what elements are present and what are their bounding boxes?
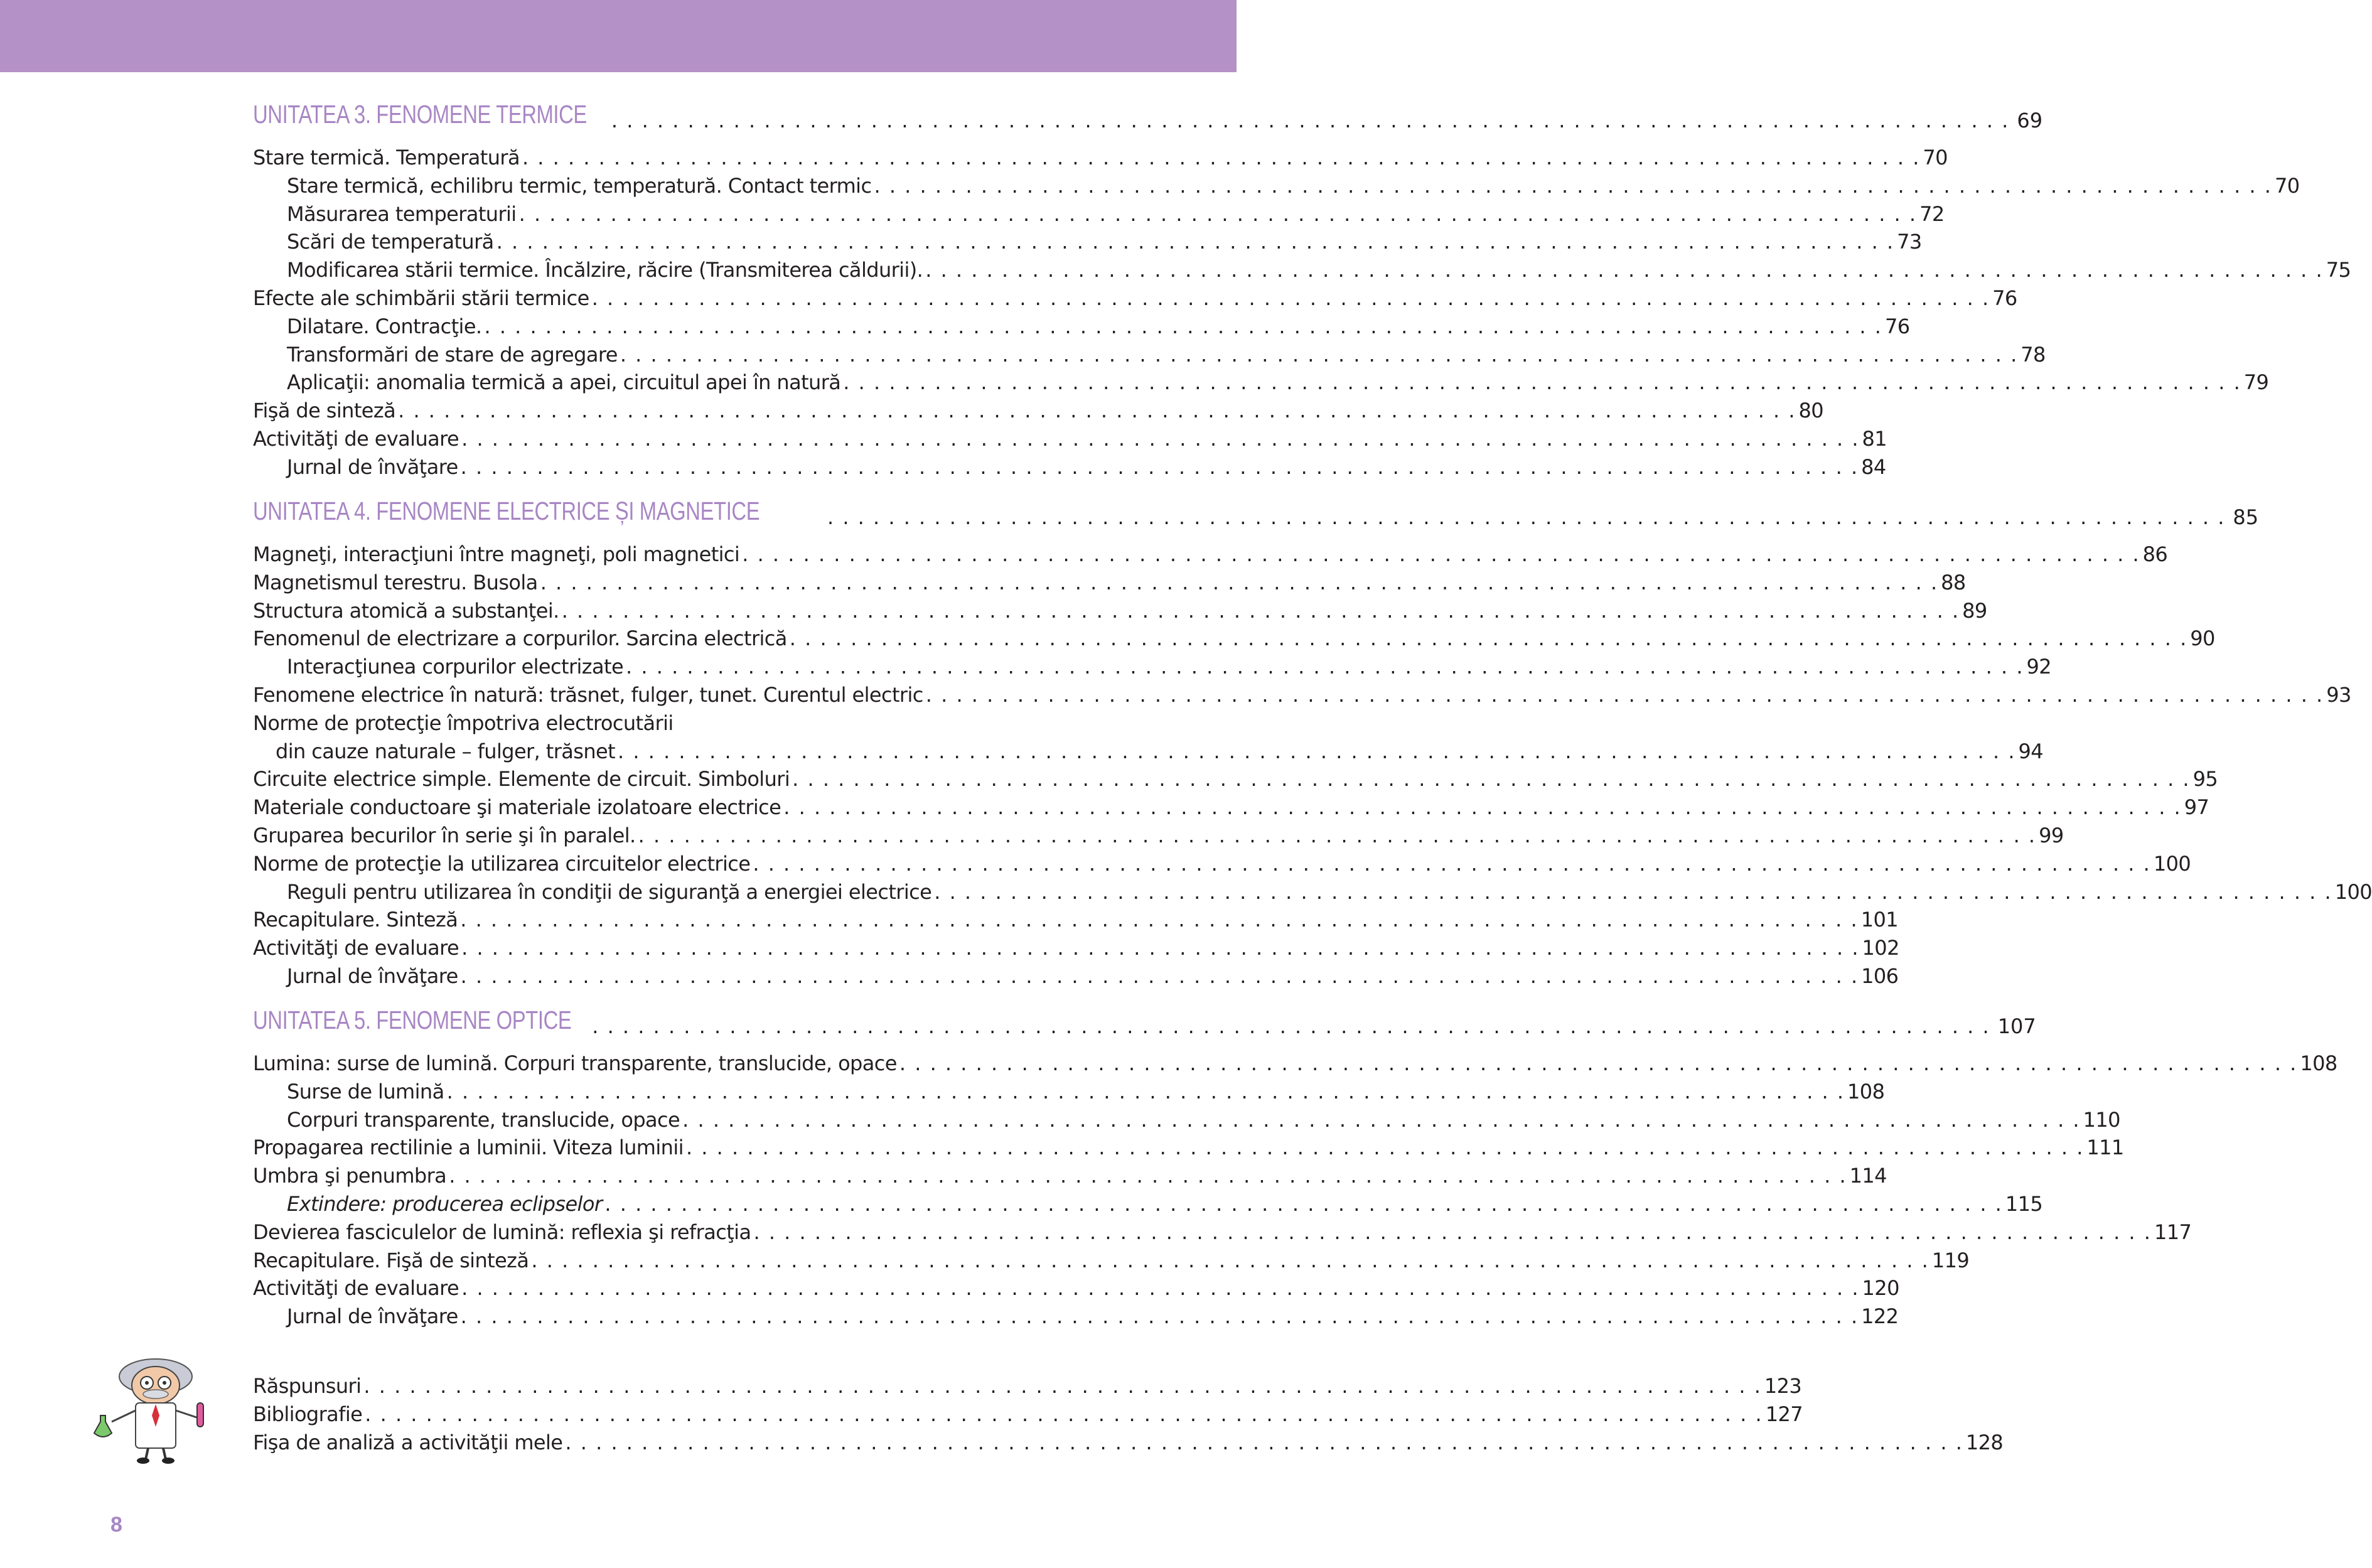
dot-leader: . . . . . . . . . . . . . . . . . . . . . . . . . . . . . . . . . . . . . . . . . . . . . . . . . . . . . . . . . . . . . . . . . . . . . . . . . . . . . . . . . . . . . . . . . . . . xyxy=(620,342,2019,367)
toc-entry-label: Fişa de analiză a activităţii mele xyxy=(253,1430,563,1454)
toc-entry-label: Propagarea rectilinie a luminii. Viteza luminii xyxy=(253,1136,684,1160)
dot-leader: . . . . . . . . . . . . . . . . . . . . . . . . . . . . . . . . . . . . . . . . . . . . . . . . . . . . . . . . . . . . . . . . . . . . . . . . . . . . . . . . . . . . . . . . . . . . xyxy=(934,879,2332,904)
toc-page-number: 73 xyxy=(1897,230,1922,254)
scientist-illustration xyxy=(87,1353,231,1466)
toc-subentry xyxy=(253,1078,1885,1106)
dot-leader: . . . . . . . . . . . . . . . . . . . . . . . . . . . . . . . . . . . . . . . . . . . . . . . . . . . . . . . . . . . . . . . . . . . . . . . . . . . . . . . . . . . . . . . . . . . . xyxy=(446,1079,1845,1104)
unit-page-number: 85 xyxy=(2233,505,2259,529)
toc-page-number: 119 xyxy=(1931,1248,1970,1272)
toc-page-number: 80 xyxy=(1798,399,1824,423)
toc-page-number: 120 xyxy=(1862,1276,1899,1301)
dot-leader: . . . . . . . . . . . . . . . . . . . . . . . . . . . . . . . . . . . . . . . . . . . . . . . . . . . . . . . . . . . . . . . . . . . . . . . . . . . . . . . . . . . . . . . . . . . . xyxy=(460,454,1859,479)
toc-entry-label: Reguli pentru utilizarea în condiţii de siguranţă a energiei electrice xyxy=(287,879,932,904)
toc-entry xyxy=(253,425,1887,453)
dot-leader: . . . . . . . . . . . . . . . . . . . . . . . . . . . . . . . . . . . . . . . . . . . . . . . . . . . . . . . . . . . . . . . . . . . . . . . . . . . . . . . . . . . . . . . . . . . . xyxy=(561,598,1960,623)
toc-page-number: 70 xyxy=(2274,173,2300,198)
toc-page-number: 111 xyxy=(2086,1136,2124,1160)
toc-page-number: 115 xyxy=(2005,1192,2043,1216)
dot-leader: . . . . . . . . . . . . . . . . . . . . . . . . . . . . . . . . . . . . . . . . . . . . . . . . . . . . . . . . . . . . . . . . . . . . . . . . . . . . . . . . . . . . . . . . . . . . xyxy=(925,258,2324,282)
toc-page-number: 79 xyxy=(2243,370,2269,395)
toc-entry xyxy=(253,681,2351,709)
toc-subentry xyxy=(253,962,1899,991)
dot-leader: . . . . . . . . . . . . . . . . . . . . . . . . . . . . . . . . . . . . . . . . . . . . . . . . . . . . . . . . . . . . . . . . . . . . . . . . . . . . . . . . . . . . . . . . . . . . xyxy=(461,1276,1860,1301)
toc-page-number: 127 xyxy=(1765,1402,1803,1426)
toc-entry xyxy=(253,1218,2192,1247)
toc-entry xyxy=(253,822,2064,850)
toc-entry-label: Bibliografie xyxy=(253,1402,363,1426)
toc-subentry xyxy=(253,1302,1899,1331)
toc-entry xyxy=(253,1134,2124,1162)
toc-entry xyxy=(253,1372,1802,1400)
toc-entry xyxy=(253,850,2191,878)
toc-entry-label: Fenomene electrice în natură: trăsnet, fulger, tunet. Curentul electric xyxy=(253,683,923,707)
dot-leader: . . . . . . . . . . . . . . . . . . . . . . . . . . . . . . . . . . . . . . . . . . . . . . . . . . . . . . . . . . . . . . . . . . . . . . . . . . . . . . . . . . . . . . . . . . . . xyxy=(682,1107,2081,1132)
toc-entry-label: Recapitulare. Sinteză xyxy=(253,908,458,932)
toc-subentry xyxy=(253,313,1910,341)
toc-entry-label: Efecte ale schimbării stării termice xyxy=(253,286,589,310)
dot-leader: . . . . . . . . . . . . . . . . . . . . . . . . . . . . . . . . . . . . . . . . . . . . . . . . . . . . . . . . . . . . . . . . . . . . . . . . . . . . . . . . . . . . . . . . . . . . xyxy=(753,1220,2152,1244)
toc-entry xyxy=(253,144,1948,172)
toc-page-number: 75 xyxy=(2326,258,2351,282)
dot-leader: . . . . . . . . . . . . . . . . . . . . . . . . . . . . . . . . . . . . . . . . . . . . . . . . . . . . . . . . . . . . . . . . . . . . . . . . . . . . . . . . . . . . . . . . . . . . xyxy=(753,851,2151,876)
toc-page-number: 108 xyxy=(2300,1051,2337,1075)
toc-entry-label: Modificarea stării termice. Încălzire, răcire (Transmiterea căldurii). xyxy=(287,258,923,282)
toc-page-number: 78 xyxy=(2020,342,2046,367)
toc-subentry xyxy=(253,368,2269,397)
toc-subentry xyxy=(253,1106,2120,1134)
toc-entry-label: Transformări de stare de agregare xyxy=(287,342,618,367)
toc-entry xyxy=(253,765,2218,793)
dot-leader: . . . . . . . . . . . . . . . . . . . . . . . . . . . . . . . . . . . . . . . . . . . . . . . . . . . . . . . . . . . . . . . . . . . . . . . . . . . . . . . . . . . . . . . . . . . . xyxy=(792,767,2191,792)
toc-entry-label: Măsurarea temperaturii xyxy=(287,201,517,226)
unit-title: UNITATEA 5. FENOMENE OPTICE xyxy=(253,1006,572,1034)
dot-leader: . . . . . . . . . . . . . . . . . . . . . . . . . . . . . . . . . . . . . . . . . . . . . . . . . . . . . . . . . . . . . . . . . . . . . . . . . . . . . . . . . . . . . . . . . . . . xyxy=(522,146,1921,169)
toc-entry xyxy=(253,1429,2004,1457)
toc-entry xyxy=(253,540,2168,569)
toc-entry xyxy=(253,625,2215,653)
toc-entry-label: Activităţi de evaluare xyxy=(253,427,459,451)
toc-entry-label: Dilatare. Contracţie. xyxy=(287,314,482,338)
dot-leader: . . . . . . . . . . . . . . . . . . . . . . . . . . . . . . . . . . . . . . . . . . . . . . . . . . . . . . . . . . . . . . . . . . . . . . . . . . . . . . . . . . . . . . . . . . . . xyxy=(460,964,1859,988)
toc-page-number: 88 xyxy=(1941,570,1966,594)
unit-title-wrapper xyxy=(253,100,608,134)
dot-leader: . . . . . . . . . . . . . . . . . . . . . . . . . . . . . . . . . . . . . . . . . . . . . . . . . . . . . . . . . . . . . . . . . . . . . . . . . . . . . . . . . . . . . . . . . . . . xyxy=(398,399,1796,423)
toc-entry xyxy=(253,793,2209,822)
toc-page-number: 114 xyxy=(1849,1164,1887,1188)
dot-leader: . . . . . . . . . . . . . . . . . . . . . . . . . . . . . . . . . . . . . . . . . . . . . . . . . . . . . . . . . . . . . . . . . . . . . . . . . . . . . . . . . . . . . . . . . . . . xyxy=(925,683,2324,707)
dot-leader: . . . . . . . . . . . . . . . . . . . . . . . . . . . . . . . . . . . . . . . . . . . . . . . . . . . . . . . . . . . . . . . . . . . . . . . . . . . . . . . . . . . . . . . . . . . . xyxy=(604,1192,2003,1216)
dot-leader: . . . . . . . . . . . . . . . . . . . . . . . . . . . . . . . . . . . . . . . . . . . . . . . . . . . . . . . . . . . . . . . . . . . . . . . . . . . . . . . . . . . . . . . . . . . . xyxy=(460,908,1859,932)
toc-page-number: 128 xyxy=(1965,1430,2004,1454)
toc-subentry xyxy=(253,341,2046,369)
unit-title-wrapper xyxy=(253,1006,588,1039)
toc-entry-label: Devierea fasciculelor de lumină: reflexia şi refracţia xyxy=(253,1220,751,1244)
toc-subentry xyxy=(253,172,2300,200)
toc-page-number: 94 xyxy=(2018,739,2044,763)
dot-leader: . . . . . . . . . . . . . . . . . . . . . . . . . . . . . . . . . . . . . . . . . . . . . . . . . . . . . . . . . . . . . . . . . . . . . . . . . . . . . . . . . . . . . . . . . . . . xyxy=(899,1051,2298,1075)
toc-entry-label: Jurnal de învăţare xyxy=(287,454,458,479)
toc-entry xyxy=(253,1400,1803,1429)
toc-entry xyxy=(253,569,1966,597)
toc-entry-label: din cauze naturale – fulger, trăsnet xyxy=(276,739,616,763)
dot-leader: . . . . . . . . . . . . . . . . . . . . . . . . . . . . . . . . . . . . . . . . . . . . . . . . . . . . . . . . . . . . . . . . . . . . . . . . . . . . . . . . . . . . . . . . . . . . xyxy=(363,1374,1762,1398)
dot-leader: . . . . . . . . . . . . . . . . . . . . . . . . . . . . . . . . . . . . . . . . . . . . . . . . . . . . . . . . . . . . . . . . . . . . . . . . . . . . . . . . . . . . . . . . . . . . xyxy=(742,542,2140,566)
toc-entry-label: Activităţi de evaluare xyxy=(253,936,459,960)
dot-leader: . . . . . . . . . . . . . . . . . . . . . . . . . . . . . . . . . . . . . . . . . . . . . . . . . . . . . . . . . . . . . . . . . . . . . . . . . . . . . . . . . . . . . . . . . . . . xyxy=(461,427,1860,451)
unit-heading xyxy=(253,96,2043,134)
page-number: 8 xyxy=(110,1513,122,1537)
toc-entry-label: Interacţiunea corpurilor electrizate xyxy=(287,655,624,679)
toc-entry xyxy=(253,738,2044,766)
toc-page-number: 101 xyxy=(1860,908,1898,932)
toc-page-number: 92 xyxy=(2026,655,2052,679)
toc-entry-label: Magnetismul terestru. Busola xyxy=(253,570,538,594)
dot-leader: . . . . . . . . . . . . . . . . . . . . . . . . . . . . . . . . . . . . . . . . . . . . . . . . . . . . . . . . . . . . . . . . . . . . . . . . . . . . . . . . . . . . . . . . . . . . xyxy=(518,201,1918,226)
toc-page-number: 123 xyxy=(1764,1374,1802,1398)
dot-leader: . . . . . . . . . . . . . . . . . . . . . . . . . . . . . . . . . . . . . . . . . . . . . . . . . . . . . . . . . . . . . . . . . . . . . . . . . . . . . . . . . . . . . . . . . . . . xyxy=(449,1164,1847,1188)
toc-entry xyxy=(253,709,977,738)
header-band xyxy=(0,0,1237,72)
toc-subentry xyxy=(253,653,2052,681)
toc-page-number: 100 xyxy=(2153,851,2191,876)
toc-entry-label: Stare termică. Temperatură xyxy=(253,146,520,169)
unit-title-wrapper xyxy=(253,497,824,530)
toc-page-number: 100 xyxy=(2334,879,2372,904)
toc-entry xyxy=(253,906,1898,934)
toc-page-number: 110 xyxy=(2083,1107,2120,1132)
toc-entry xyxy=(253,1162,1887,1190)
toc-entry-label: Gruparea becurilor în serie şi în paralel. xyxy=(253,824,636,847)
toc-page-number: 90 xyxy=(2190,626,2215,651)
toc-subentry xyxy=(253,228,1922,256)
dot-leader: . . . . . . . . . . . . . . . . . . . . . . . . . . . . . . . . . . . . . . . . . . . . . . . . . . . . . . . . . . . . . . . . . . . . . . . . . . . . . . . . . . . . . . . . . . . . xyxy=(461,936,1860,960)
toc-page-number: 89 xyxy=(1962,598,1987,623)
dot-leader: . . . . . . . . . . . . . . . . . . . . . . . . . . . . . . . . . . . . . . . . . . . . . . . . . . . . . . . . . . . . . . . . . . . . . . . . . . . . . . . . . . . . . . . . . . . . xyxy=(827,505,2226,529)
dot-leader: . . . . . . . . . . . . . . . . . . . . . . . . . . . . . . . . . . . . . . . . . . . . . . . . . . . . . . . . . . . . . . . . . . . . . . . . . . . . . . . . . . . . . . . . . . . . xyxy=(789,626,2188,651)
dot-leader: . . . . . . . . . . . . . . . . . . . . . . . . . . . . . . . . . . . . . . . . . . . . . . . . . . . . . . . . . . . . . . . . . . . . . . . . . . . . . . . . . . . . . . . . . . . . xyxy=(626,655,2024,679)
toc-page-number: 117 xyxy=(2154,1220,2192,1244)
toc-entry-label: Jurnal de învăţare xyxy=(287,964,458,988)
dot-leader: . . . . . . . . . . . . . . . . . . . . . . . . . . . . . . . . . . . . . . . . . . . . . . . . . . . . . . . . . . . . . . . . . . . . . . . . . . . . . . . . . . . . . . . . . . . . xyxy=(496,230,1895,254)
toc-page-number: 108 xyxy=(1847,1079,1885,1104)
dot-leader: . . . . . . . . . . . . . . . . . . . . . . . . . . . . . . . . . . . . . . . . . . . . . . . . . . . . . . . . . . . . . . . . . . . . . . . . . . . . . . . . . . . . . . . . . . . . xyxy=(540,570,1939,594)
toc-page-number: 93 xyxy=(2326,683,2351,707)
toc-page-number: 95 xyxy=(2192,767,2218,792)
toc-entry-label: Circuite electrice simple. Elemente de circuit. Simboluri xyxy=(253,767,790,792)
toc-entry xyxy=(253,1247,1970,1275)
toc-page-number: 86 xyxy=(2142,542,2168,566)
toc-entry xyxy=(253,397,1824,425)
toc-entry-label: Magneţi, interacţiuni între magneţi, poli magnetici xyxy=(253,542,740,566)
dot-leader: . . . . . . . . . . . . . . . . . . . . . . . . . . . . . . . . . . . . . . . . . . . . . . . . . . . . . . . . . . . . . . . . . . . . . . . . . . . . . . . . . . . . . . . . . . . . xyxy=(591,286,1990,310)
dot-leader: . . . . . . . . . . . . . . . . . . . . . . . . . . . . . . . . . . . . . . . . . . . . . . . . . . . . . . . . . . . . . . . . . . . . . . . . . . . . . . . . . . . . . . . . . . . . xyxy=(783,795,2182,820)
toc-page-number: 99 xyxy=(2039,824,2064,847)
dot-leader: . . . . . . . . . . . . . . . . . . . . . . . . . . . . . . . . . . . . . . . . . . . . . . . . . . . . . . . . . . . . . . . . . . . . . . . . . . . . . . . . . . . . . . . . . . . . xyxy=(484,314,1882,338)
toc-entry-label: Recapitulare. Fişă de sinteză xyxy=(253,1248,529,1272)
toc-entry-label: Umbra şi penumbra xyxy=(253,1164,447,1188)
toc-entry-label: Lumina: surse de lumină. Corpuri transparente, translucide, opace xyxy=(253,1051,897,1075)
unit-heading xyxy=(253,1002,2036,1039)
toc-page-number: 72 xyxy=(1919,201,1945,226)
toc-page-number: 122 xyxy=(1861,1304,1899,1329)
toc-entry-label: Răspunsuri xyxy=(253,1374,362,1398)
toc-entry xyxy=(253,284,2017,313)
toc-entry-label: Corpuri transparente, translucide, opace xyxy=(287,1107,680,1132)
dot-leader: . . . . . . . . . . . . . . . . . . . . . . . . . . . . . . . . . . . . . . . . . . . . . . . . . . . . . . . . . . . . . . . . . . . . . . . . . . . . . . . . . . . . . . . . . . . . xyxy=(611,109,2010,132)
toc-entry-label: Fenomenul de electrizare a corpurilor. Sarcina electrică xyxy=(253,626,787,651)
toc-entry-label: Norme de protecţie la utilizarea circuitelor electrice xyxy=(253,851,751,876)
dot-leader: . . . . . . . . . . . . . . . . . . . . . . . . . . . . . . . . . . . . . . . . . . . . . . . . . . . . . . . . . . . . . . . . . . . . . . . . . . . . . . . . . . . . . . . . . . . . xyxy=(592,1014,1990,1038)
toc-page-number: 76 xyxy=(1992,286,2017,310)
unit-title: UNITATEA 4. FENOMENE ELECTRICE ȘI MAGNETICE xyxy=(253,497,760,525)
toc-page-number: 84 xyxy=(1861,454,1886,479)
toc-entry xyxy=(253,934,1899,962)
toc-subentry xyxy=(253,1190,2043,1218)
toc-subentry xyxy=(253,200,1945,228)
unit-page-number: 107 xyxy=(1997,1014,2036,1038)
dot-leader: . . . . . . . . . . . . . . . . . . . . . . . . . . . . . . . . . . . . . . . . . . . . . . . . . . . . . . . . . . . . . . . . . . . . . . . . . . . . . . . . . . . . . . . . . . . . xyxy=(460,1304,1859,1329)
toc-subentry xyxy=(253,256,2351,284)
toc-subentry xyxy=(253,878,2372,906)
toc-entry-label: Surse de lumină xyxy=(287,1079,444,1104)
toc-entry xyxy=(253,1274,1899,1302)
dot-leader: . . . . . . . . . . . . . . . . . . . . . . . . . . . . . . . . . . . . . . . . . . . . . . . . . . . . . . . . . . . . . . . . . . . . . . . . . . . . . . . . . . . . . . . . . . . . xyxy=(531,1248,1929,1272)
unit-page-number: 69 xyxy=(2017,109,2043,132)
toc-entry-label: Extindere: producerea eclipselor xyxy=(287,1192,603,1216)
toc-entry-label: Activităţi de evaluare xyxy=(253,1276,459,1301)
toc-entry-label: Structura atomică a substanţei. xyxy=(253,598,559,623)
toc-entry-label: Stare termică, echilibru termic, temperatură. Contact termic xyxy=(287,173,872,198)
toc-page-number: 102 xyxy=(1862,936,1899,960)
toc-page-number: 81 xyxy=(1862,427,1887,451)
toc-subentry xyxy=(253,453,1886,481)
unit-heading xyxy=(253,493,2259,530)
dot-leader: . . . . . . . . . . . . . . . . . . . . . . . . . . . . . . . . . . . . . . . . . . . . . . . . . . . . . . . . . . . . . . . . . . . . . . . . . . . . . . . . . . . . . . . . . . . . xyxy=(365,1402,1763,1426)
toc-page-number: 106 xyxy=(1861,964,1899,988)
toc-entry-label: Fişă de sinteză xyxy=(253,399,396,423)
toc-page-number: 70 xyxy=(1923,146,1948,169)
toc-entry-label: Scări de temperatură xyxy=(287,230,494,254)
toc-entry-label: Norme de protecţie împotriva electrocutării xyxy=(253,711,673,735)
toc-entry xyxy=(253,597,1987,625)
dot-leader: . . . . . . . . . . . . . . . . . . . . . . . . . . . . . . . . . . . . . . . . . . . . . . . . . . . . . . . . . . . . . . . . . . . . . . . . . . . . . . . . . . . . . . . . . . . . xyxy=(638,824,2037,847)
unit-title: UNITATEA 3. FENOMENE TERMICE xyxy=(253,100,587,129)
dot-leader: . . . . . . . . . . . . . . . . . . . . . . . . . . . . . . . . . . . . . . . . . . . . . . . . . . . . . . . . . . . . . . . . . . . . . . . . . . . . . . . . . . . . . . . . . . . . xyxy=(685,1136,2085,1160)
toc-entry-label: Jurnal de învăţare xyxy=(287,1304,458,1329)
toc-entry xyxy=(253,1050,2337,1078)
toc-page-number: 76 xyxy=(1884,314,1910,338)
dot-leader: . . . . . . . . . . . . . . . . . . . . . . . . . . . . . . . . . . . . . . . . . . . . . . . . . . . . . . . . . . . . . . . . . . . . . . . . . . . . . . . . . . . . . . . . . . . . xyxy=(618,739,2016,763)
dot-leader: . . . . . . . . . . . . . . . . . . . . . . . . . . . . . . . . . . . . . . . . . . . . . . . . . . . . . . . . . . . . . . . . . . . . . . . . . . . . . . . . . . . . . . . . . . . . xyxy=(565,1430,1963,1454)
toc-entry-label: Aplicaţii: anomalia termică a apei, circuitul apei în natură xyxy=(287,370,841,395)
dot-leader: . . . . . . . . . . . . . . . . . . . . . . . . . . . . . . . . . . . . . . . . . . . . . . . . . . . . . . . . . . . . . . . . . . . . . . . . . . . . . . . . . . . . . . . . . . . . xyxy=(874,173,2272,198)
dot-leader: . . . . . . . . . . . . . . . . . . . . . . . . . . . . . . . . . . . . . . . . . . . . . . . . . . . . . . . . . . . . . . . . . . . . . . . . . . . . . . . . . . . . . . . . . . . . xyxy=(843,370,2241,395)
toc-page-number: 97 xyxy=(2184,795,2209,820)
toc-entry-label: Materiale conductoare şi materiale izolatoare electrice xyxy=(253,795,781,820)
